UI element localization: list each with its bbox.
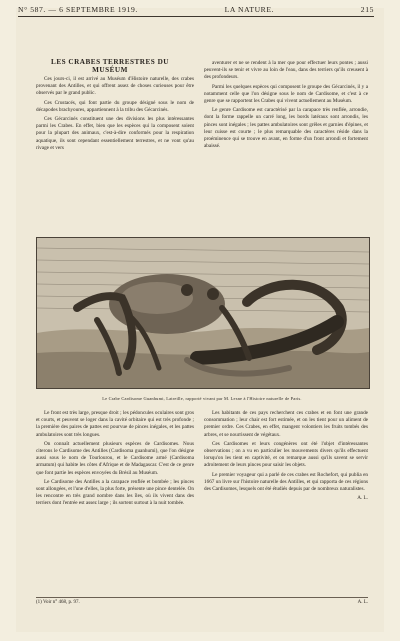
- journal-title: LA NATURE.: [224, 4, 275, 14]
- issue-number: N° 587. — 6 SEPTEMBRE 1919.: [18, 4, 138, 14]
- paragraph: Ces Crustacés, qui font partie du groupe désigné sous le nom de décapodes brachyoures, appartiennent à la tribu des Gécarcinés.: [36, 99, 194, 113]
- paragraph: Parmi les quelques espèces qui composent le groupe des Gécarcinés, il y a notamment celle que l'on désigne sous le nom de Cardisome, et c'est à ce genre que se rapportent les Crabes qui vivent actuellement au Muséum.: [204, 83, 368, 105]
- page-footer: [36, 597, 368, 610]
- paragraph: Le Cardisome des Antilles a la carapace renflée et bombée ; les pinces sont allongées, et l'une d'elles, la plus forte, présente une pince dentelée. On les rencontre en très grand nombre dans les îles, où ils vivent dans des terriers dont l'entrée est assez large ; ils sortent surtout à la nuit tombée.: [36, 478, 194, 507]
- figure-caption: Le Crabe Cardisome Guanhumi, Latreille, rapporté vivant par M. Lesne à l'Histoire naturelle de Paris.: [102, 396, 302, 401]
- crab-illustration: [37, 238, 369, 388]
- column-right-top: [204, 60, 368, 232]
- page-header: [18, 2, 374, 17]
- paragraph: aventurer et ne se rendent à la mer que pour effectuer leurs pontes ; aussi peuvent-ils se tenir et vivre au loin de l'eau, dans des terriers qu'ils creusent à des profondeurs.: [204, 60, 368, 81]
- paragraph: Ces Cardisomes et leurs congénères ont été l'objet d'intéressantes observations ; on a vu en particulier les mouvements divers qu'ils effectuent lorsqu'on les tient en captivité, et on remarque aussi qu'ils savent se servir adroitement de leurs pinces pour saisir les objets.: [204, 440, 368, 469]
- paragraph: Les habitants de ces pays recherchent ces crabes et en font une grande consommation ; leur chair est fort estimée, et on les tient pour un aliment de premier ordre. Ces Crabes, en effet, mangent volontiers les fruits tombés des arbres, et se nourrissent de végétaux.: [204, 410, 368, 438]
- article-signature: A. L.: [357, 495, 368, 502]
- paragraph: On connaît actuellement plusieurs espèces de Cardisomes. Nous citerons le Cardisome des Antilles (Cardisoma guanhumi), que l'on désigne aussi sous le nom de Tourlourou, et le Cardisome armé (Cardisoma armatum) qui habite les côtes d'Afrique et de Madagascar. C'est de ce genre que font partie les espèces envoyées du Brésil au Muséum.: [36, 440, 194, 476]
- paragraph: Le front est très large, presque droit ; les pédoncules oculaires sont gros et courts, et peuvent se loger dans la cavité orbitaire qui est très profonde ; la première des paires de pattes est pourvue de pinces inégales, et les pattes ambulatoires sont très longues.: [36, 410, 194, 438]
- crab-engraving: [36, 237, 370, 389]
- column-left-bottom: [36, 410, 194, 592]
- paragraph: Le premier voyageur qui a parlé de ces crabes est Rochefort, qui publia en 1667 un livre sur l'histoire naturelle des Antilles, et qui rapporta de ces régions des Cardisomes, lesquels ont été étudiés depuis par de nombreux naturalistes.: [204, 471, 368, 493]
- footnote: (1) Voir n° 468, p. 97.: [36, 600, 80, 605]
- column-right-bottom: [204, 410, 368, 592]
- footer-signature: A. L.: [357, 600, 368, 605]
- paragraph: Ces jours-ci, il est arrivé au Muséum d'Histoire naturelle, des crabes provenant des Antilles, et qui offrent assez de choses curieuses pour être observés par le grand public.: [36, 76, 194, 97]
- article-title: LES CRABES TERRESTRES DU MUSÉUM: [51, 58, 169, 74]
- paragraph: Le genre Cardisome est caractérisé par la carapace très renflée, arrondie, dont la forme rappelle un carré long, les bords latéraux sont arrondis, les pinces sont inégales ; les pattes ambulatoires sont grêles et garnies d'épines, et leur cuisse est courte ; le plus remarquable des caractères réside dans la proéminence qui se trouve en avant, en forme d'un front arrondi et fortement abaissé.: [204, 107, 368, 150]
- page-number: 215: [360, 4, 374, 14]
- paragraph: Ces Gécarcinés constituent une des divisions les plus intéressantes parmi les Crabes. En effet, bien que les espèces qui la composent soient pour la plupart des animaux, c'est-à-dire conformés pour la respiration aquatique, ils sont cependant essentiellement terrestres, et ne vont qu'au rivage et vers: [36, 116, 194, 151]
- column-left-top: [36, 76, 194, 232]
